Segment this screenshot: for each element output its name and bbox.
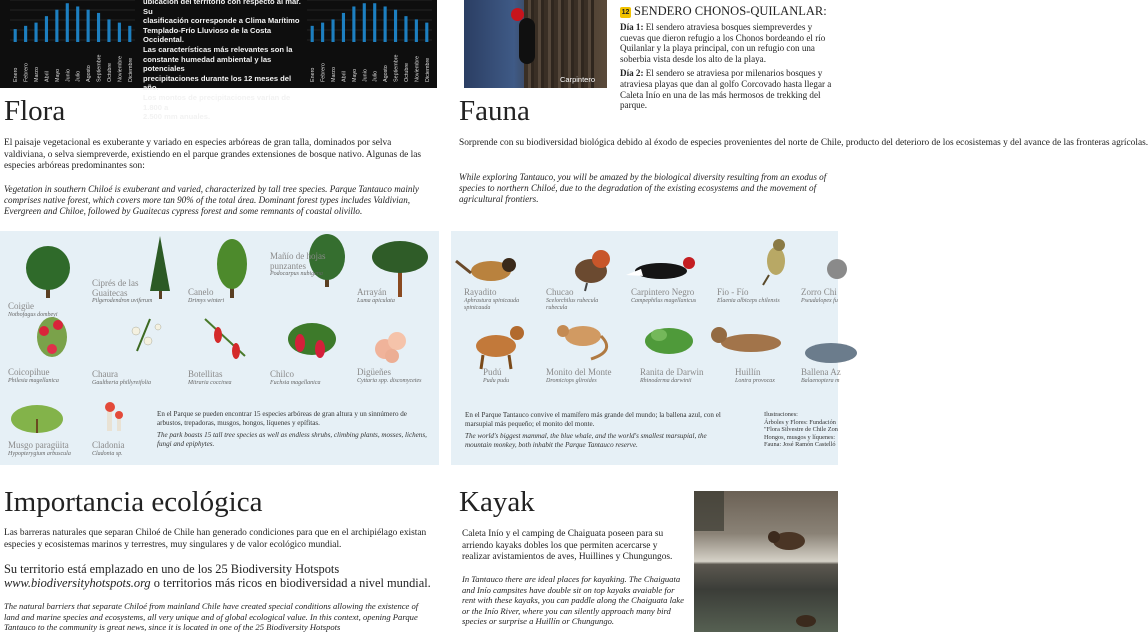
botellitas-icon xyxy=(205,319,245,359)
climate-line: Templado-Frío Lluvioso de la Costa Occidental. xyxy=(143,25,272,45)
chart-bar-agosto xyxy=(384,6,387,42)
importancia-text-en: The natural barriers that separate Chiloé from mainland Chile have created special conditions allowing the existence of land and marine species and ecosystems, all very unique and of global ecological value. In this context, opening Parque Tantauco to the community is great news, since it is located in one of the 25 Biodiversity Hotspots xyxy=(4,601,419,632)
species-scientific: Hypopterygium arbuscula xyxy=(8,450,71,457)
chart-month-label: Julio xyxy=(75,70,82,82)
species-scientific: Cladonia sp. xyxy=(92,450,123,457)
species-scientific: Pudu pudu xyxy=(483,377,510,384)
credit-line: Ilustraciones: xyxy=(764,411,798,418)
climate-line: Los montos de precipitaciones varían de 1.800 a xyxy=(143,92,291,112)
species-name: Ranita de Darwin xyxy=(640,367,704,377)
species-scientific: Mitraria coccinea xyxy=(188,379,232,386)
chart-bar-marzo xyxy=(331,19,334,42)
fauna-panel xyxy=(451,231,841,465)
flora-text-en: Vegetation in southern Chiloé is exuberant and varied, characterized by tall tree species. Parque Tantauco mainly comprises native forest, which covers more tan 90% of the total área. Dominant forest types includes Valdivian, Evergreen and Chiloe, followed by Guaitecas cypress forest and some remnants of coastal olivillo. xyxy=(4,184,419,216)
chart-bar-mayo xyxy=(55,10,58,42)
species-scientific: Gaultheria phillyreifolia xyxy=(92,379,151,386)
moss-icon xyxy=(11,405,63,433)
woodpecker-head xyxy=(511,8,524,21)
species-manio xyxy=(270,252,340,278)
species-name: Huillín xyxy=(735,367,761,377)
chart-bar-julio xyxy=(373,3,376,42)
species-name: Ballena Az xyxy=(801,367,841,377)
species-scientific: Elaenia albiceps chilensis xyxy=(717,297,780,304)
credit-line: "Flora Silvestre de Chile Zon xyxy=(764,426,838,433)
climate-line: clasificación corresponde a Clima Marítimo xyxy=(143,16,300,26)
species-scientific: Cyttaria spp. discomycetes xyxy=(357,377,422,384)
flora-panel-note xyxy=(157,410,432,448)
species-name: Botellitas xyxy=(188,369,223,379)
chart-month-label: Agosto xyxy=(86,65,93,82)
biodiversity-hotspots-link[interactable]: www.biodiversityhotspots.org xyxy=(4,576,151,590)
flora-note-es: En el Parque se pueden encontrar 15 especies arbóreas de gran altura y un sinnúmero de arbustos, trepadoras, musgos, hongos, líquenes y epífitas. xyxy=(157,410,407,427)
species-scientific: Podocarpus nubigena xyxy=(270,271,323,278)
hotspot-highlight-1: Su territorio está emplazado en uno de los 25 Biodiversity Hotspots xyxy=(4,562,340,576)
species-fio-fio xyxy=(717,288,780,305)
species-scientific: Luma apiculata xyxy=(357,297,395,304)
species-name: Chaura xyxy=(92,369,118,379)
flora-text-es: El paisaje vegetacional es exuberante y variado en especies arbóreas de gran talla, dominados por selva valdiviana, o selva siempreverde, existiendo en el parque grandes extensiones de bosque nativo. Algunas de las especies arbóreas predominantes son: xyxy=(4,138,422,172)
chart-month-label: Febrero xyxy=(23,63,30,82)
trail-description xyxy=(620,6,838,115)
trail-day-2 xyxy=(620,68,838,110)
kayak-text-es: Caleta Inío y el camping de Chaiguata poseen para su arriendo kayaks dobles los que permiten acercarse y realizar avistamientos de aves, Huillines y Chungungos. xyxy=(462,529,673,563)
chart-bar-noviembre xyxy=(415,19,418,42)
fauna-text-es: Sorprende con su biodiversidad biológica debido al éxodo de especies provenientes del norte de Chile, producto del deterioro de los ecosistemas y del avance de las fronteras agrícolas. xyxy=(459,138,1148,148)
species-cladonia xyxy=(92,441,125,458)
kayak-photo xyxy=(694,491,838,632)
rayadito-icon xyxy=(456,258,516,281)
climate-line: ubicación del territorio con respecto al mar. Su xyxy=(143,0,301,16)
chart-bar-octubre xyxy=(404,16,407,42)
species-scientific: Scelorchilus rubecula rubecula xyxy=(546,297,599,311)
diguenes-icon xyxy=(375,332,406,363)
woodpecker-photo xyxy=(464,0,607,88)
species-pudu xyxy=(483,368,509,385)
chucao-icon xyxy=(575,250,610,291)
credit-line: Árboles y Flores: Fundación xyxy=(764,418,836,426)
kayak-text-en: In Tantauco there are ideal places for kayaking. The Chaiguata and Inío campsites have double sit on top kayaks avaiable for rent with these kayaks, you can paddle along the Chaiguata lake or the Inío River, where you can silently approach many bird species or surprise a Huillín or Chungungo. xyxy=(462,574,684,627)
chart-bar-noviembre xyxy=(118,23,121,42)
chart-month-label: Mayo xyxy=(351,68,358,82)
species-ballena xyxy=(801,367,841,385)
species-name: Digüeñes xyxy=(357,367,391,377)
species-monito xyxy=(546,368,612,385)
trail-title-text: SENDERO CHONOS-QUILANLAR: xyxy=(634,4,827,18)
species-scientific: Aphrastura spinicauda spinicauda xyxy=(464,297,520,311)
species-scientific: Nothofagus dombeyi xyxy=(8,311,58,318)
chart-month-label: Abril xyxy=(341,71,348,82)
hotspot-highlight-text: o territorios más ricos en biodiversidad a nivel mundial. xyxy=(150,576,431,590)
species-ranita xyxy=(640,368,703,385)
species-carpintero-negro xyxy=(631,288,696,305)
otter-in-water-icon xyxy=(694,491,838,632)
species-scientific: Rhinoderma darwinii xyxy=(640,377,692,384)
species-chilco xyxy=(270,370,321,387)
species-name: Fio - Fío xyxy=(717,287,749,297)
climate-line: precipitaciones durante los 12 meses del año. xyxy=(143,73,292,93)
species-coigue xyxy=(8,302,58,319)
fauna-panel-note xyxy=(465,411,730,449)
blue-whale-icon xyxy=(805,343,857,363)
species-musgo xyxy=(8,441,71,458)
chart-month-label: Noviembre xyxy=(414,55,421,82)
chart-bar-agosto xyxy=(87,10,90,42)
species-scientific: Pilgerodendron uviferum xyxy=(92,298,153,305)
chilco-icon xyxy=(288,323,336,358)
species-name: Cladonia xyxy=(92,440,125,450)
chart-month-label: Octubre xyxy=(403,62,410,82)
day-text: El sendero se atraviesa por milenarios bosques y atraviesa playas que dan al golfo Corcovado hasta llegar a Caleta Inío en una de las más hermosos de trekking del parque. xyxy=(620,68,832,111)
precipitation-chart-right xyxy=(307,0,432,86)
chart-month-label: Mayo xyxy=(54,68,61,82)
flora-note-en: The park boasts 15 tall tree species as well as endless shrubs, climbing plants, mosses, lichens, fungi and epiphytes. xyxy=(157,431,427,448)
chart-bar-abril xyxy=(45,16,48,42)
chart-bar-octubre xyxy=(107,19,110,42)
chart-bar-julio xyxy=(76,6,79,42)
species-scientific: Pseudalopex fu xyxy=(801,297,838,304)
species-zorro xyxy=(801,288,838,305)
fio-fio-icon xyxy=(763,239,785,285)
climate-description xyxy=(143,0,303,122)
chart-bar-junio xyxy=(66,3,69,42)
species-name: Arrayán xyxy=(357,287,387,297)
species-huillin xyxy=(735,368,775,385)
chart-month-label: Marzo xyxy=(331,67,338,82)
flora-title: Flora xyxy=(4,95,66,127)
coigue-icon xyxy=(26,246,70,298)
chart-bar-diciembre xyxy=(128,26,131,42)
photo-caption: Carpintero xyxy=(560,75,596,84)
chart-bar-mayo xyxy=(352,6,355,42)
climate-line: constante humedad ambiental y las potenciales xyxy=(143,54,272,74)
trail-title xyxy=(620,6,838,18)
species-rayadito xyxy=(464,288,524,312)
species-name: Canelo xyxy=(188,287,214,297)
species-name: Musgo paragüita xyxy=(8,440,69,450)
chart-bar-septiembre xyxy=(394,10,397,42)
trail-day-1 xyxy=(620,22,838,64)
importancia-text-es: Las barreras naturales que separan Chiloé de Chile han generado condiciones para que en el archipiélago existan especies y ecosistemas marinos y terrestres, muy singulares y de valor ecológico mundial. xyxy=(4,528,427,550)
chart-bar-febrero xyxy=(321,23,324,42)
species-name: Chucao xyxy=(546,287,574,297)
credit-line: Fauna: José Ramón Castelló xyxy=(764,441,836,448)
species-cipres xyxy=(92,279,152,305)
chart-bar-enero xyxy=(311,26,314,42)
species-name: Chilco xyxy=(270,369,294,379)
species-chaura xyxy=(92,370,151,387)
chart-month-label: Enero xyxy=(310,67,317,82)
pudu-icon xyxy=(476,326,524,369)
chart-month-label: Marzo xyxy=(34,67,41,82)
huillin-icon xyxy=(711,327,781,352)
cladonia-icon xyxy=(105,402,123,431)
species-coicopihue xyxy=(8,368,59,385)
species-scientific: Campephilus magellanicus xyxy=(631,297,697,304)
hotspot-highlight-2 xyxy=(4,576,431,591)
fauna-text-en: While exploring Tantauco, you will be amazed by the biological diversity resulting from an exodus of species to northern Chiloé, due to the degradation of the existing ecosystems and the movement of agricultural frontiers. xyxy=(459,172,827,204)
chart-month-label: Junio xyxy=(65,69,72,82)
species-name: Coicopihue xyxy=(8,367,50,377)
precipitation-chart-left xyxy=(10,0,135,86)
species-scientific: Dromiciops gliroides xyxy=(546,377,597,384)
species-scientific: Balaenoptera m xyxy=(801,377,840,384)
chart-bar-enero xyxy=(14,29,17,42)
chart-month-label: Febrero xyxy=(320,63,327,82)
woodpecker-body xyxy=(519,18,535,64)
chart-month-label: Enero xyxy=(13,67,20,82)
day-label: Día 1: xyxy=(620,22,644,32)
chart-month-label: Diciembre xyxy=(127,57,134,82)
credit-line: Hongos, musgos y líquenes: xyxy=(764,433,836,441)
species-chucao xyxy=(546,288,610,312)
species-name: Pudú xyxy=(483,367,502,377)
species-scientific: Philesia magellanica xyxy=(8,377,59,384)
day-label: Día 2: xyxy=(620,68,644,79)
species-name: Monito del Monte xyxy=(546,367,612,377)
chart-month-label: Abril xyxy=(44,71,51,82)
chart-bar-marzo xyxy=(34,23,37,42)
species-arrayan xyxy=(357,288,395,305)
chart-month-label: Agosto xyxy=(383,65,390,82)
kayak-title: Kayak xyxy=(459,486,535,518)
day-text: El sendero atraviesa bosques siempreverdes y cuevas que dieron refugio a los Chonos bordeando el río Quilanlar y la playa principal, con un refugio con una soberbia vista desde los alto de la playa. xyxy=(620,22,826,64)
species-scientific: Drimys winteri xyxy=(188,297,225,304)
monito-icon xyxy=(557,325,607,359)
chaura-icon xyxy=(132,319,161,351)
chart-month-label: Junio xyxy=(362,69,369,82)
chart-month-label: Octubre xyxy=(106,62,113,82)
species-botellitas xyxy=(188,370,232,387)
fauna-note-en: The world's biggest mammal, the blue whale, and the world's smallest marsupial, the mountain monkey, both inhabit the Parque Tantauco reserve. xyxy=(465,432,707,449)
coicopihue-icon xyxy=(37,317,67,357)
trail-number-icon: 12 xyxy=(621,9,630,16)
chart-bar-junio xyxy=(363,3,366,42)
species-name: Mañío de hojas punzantes xyxy=(270,251,326,271)
species-name: Coigüe xyxy=(8,301,34,311)
fauna-note-es: En el Parque Tantauco convive el mamífero más grande del mundo; la ballena azul, con el marsupial más pequeño; el monito del monte. xyxy=(465,411,721,428)
cypress-icon xyxy=(150,236,170,299)
species-scientific: Fuchsia magellanica xyxy=(270,379,321,386)
species-name: Ciprés de las Guaitecas xyxy=(92,278,139,298)
chart-month-label: Septiembre xyxy=(393,54,400,82)
chart-month-label: Septiembre xyxy=(96,54,103,82)
climate-line: 2.500 mm anuales. xyxy=(143,112,211,122)
chart-bar-febrero xyxy=(24,26,27,42)
species-name: Rayadito xyxy=(464,287,497,297)
species-canelo xyxy=(188,288,224,305)
darwin-frog-icon xyxy=(645,328,693,354)
species-scientific: Lontra provocax xyxy=(735,377,775,384)
species-diguenes xyxy=(357,368,422,385)
importancia-title: Importancia ecológica xyxy=(4,486,263,518)
black-woodpecker-icon xyxy=(626,257,695,279)
species-name: Carpintero Negro xyxy=(631,287,695,297)
chart-bar-diciembre xyxy=(425,23,428,42)
chart-bar-septiembre xyxy=(97,13,100,42)
climate-line: Las características más relevantes son la xyxy=(143,44,293,54)
fox-icon xyxy=(827,259,847,279)
illustration-credits xyxy=(764,411,838,449)
chart-month-label: Noviembre xyxy=(117,55,124,82)
chart-month-label: Julio xyxy=(372,70,379,82)
chart-month-label: Diciembre xyxy=(424,57,431,82)
fauna-title: Fauna xyxy=(459,95,530,127)
chart-bar-abril xyxy=(342,13,345,42)
species-name: Zorro Chi xyxy=(801,287,837,297)
flora-panel xyxy=(0,231,439,465)
